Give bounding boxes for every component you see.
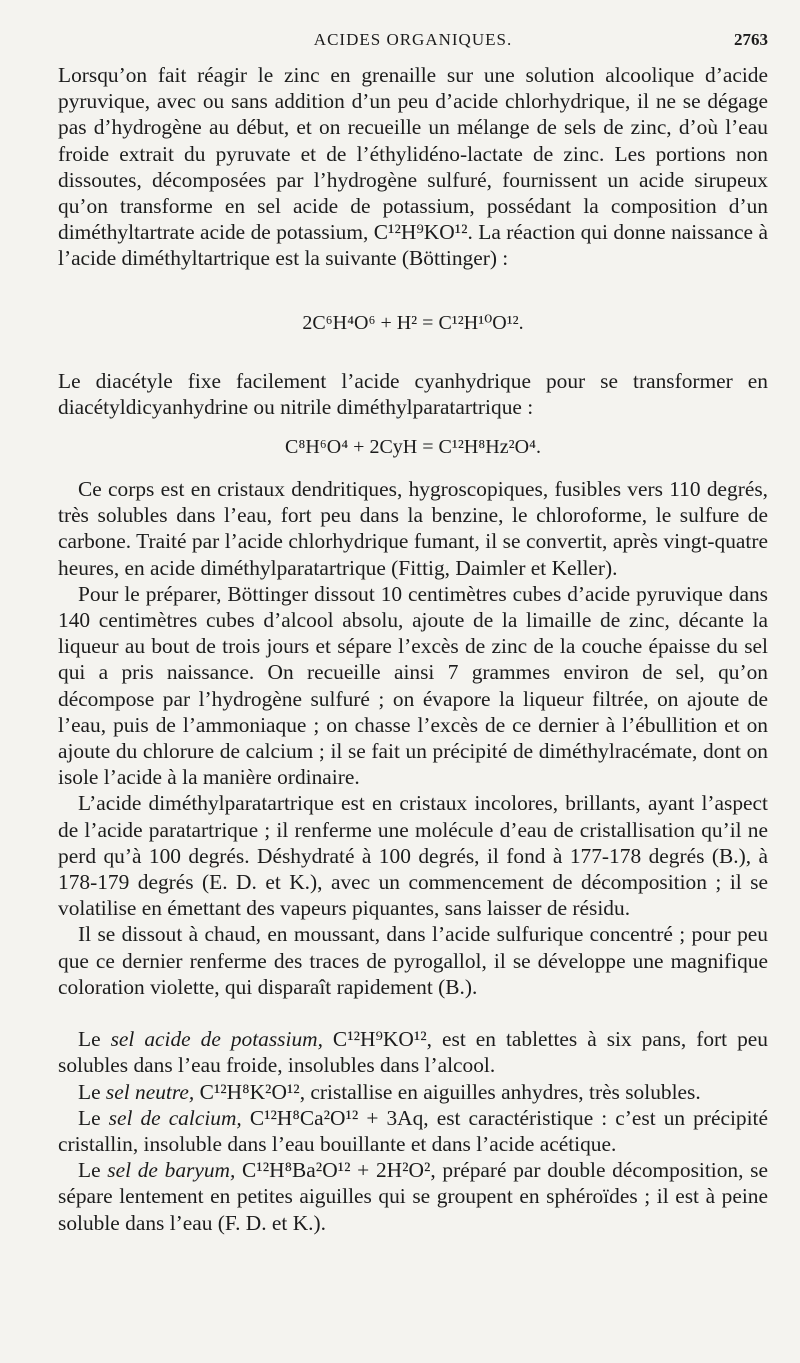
text-prefix: Le	[78, 1105, 109, 1130]
page-header	[58, 30, 768, 60]
page-number: 2763	[734, 30, 768, 49]
body-text	[58, 62, 768, 1236]
paragraph-properties: L’acide diméthylparatartrique est en cristaux incolores, brillants, ayant l’aspect de l’acide paratartrique ; il renferme une molécule d’eau de cristallisation qu’il ne perd qu’à 100 degrés. Déshydraté à 100 degrés, il fond à 177-178 degrés (B.), à 178-179 degrés (E. D. et K.), avec un commencement de décomposition ; il se volatilise en émettant des vapeurs piquantes, sans laisser de résidu.	[58, 791, 768, 921]
text-prefix: Le	[78, 1027, 111, 1052]
salt-description: C¹²H⁸Ca²O¹² + 3Aq, est caractéristique : c’est un précipité cristallin, insoluble dans l’eau bouillante et dans l’acide acétique.	[58, 1105, 768, 1156]
paragraph-sulfuric: Il se dissout à chaud, en moussant, dans l’acide sulfurique concentré ; pour peu que ce dernier renferme des traces de pyrogallol, il se développe une magnifique coloration violette, qui disparaît rapidement (B.).	[58, 922, 768, 999]
paragraph-potassium-salt	[58, 1026, 768, 1078]
paragraph-diacetyle: Le diacétyle fixe facilement l’acide cyanhydrique pour se transformer en diacétyldicyanhydrine ou nitrile diméthylparatartrique :	[58, 368, 768, 419]
paragraph-calcium-salt	[58, 1105, 768, 1157]
salt-description: C¹²H⁹KO¹², est en tablettes à six pans, fort peu solubles dans l’eau froide, insolubles dans l’alcool.	[58, 1027, 768, 1078]
salt-description: C¹²H⁸Ba²O¹² + 2H²O², préparé par double décomposition, se sépare lentement en petites aiguilles qui se groupent en sphéroïdes ; il est à peine soluble dans l’eau (F. D. et K.).	[58, 1158, 768, 1235]
paragraph-barium-salt	[58, 1157, 768, 1236]
salt-name-neutral: sel neutre,	[105, 1079, 195, 1104]
paragraph-gap	[58, 1000, 768, 1026]
equation-2: C⁸H⁶O⁴ + 2CyH = C¹²H⁸Hz²O⁴.	[285, 436, 541, 459]
paragraph-zinc-reaction: Lorsqu’on fait réagir le zinc en grenaille sur une solution alcoolique d’acide pyruvique, avec ou sans addition d’un peu d’acide chlorhydrique, il ne se dégage pas d’hydrogène au début, et on recueille un mélange de sels de zinc, d’où l’eau froide extrait du pyruvate et de l’éthylidéno-lactate de zinc. Les portions non dissoutes, décomposées par l’hydrogène sulfuré, fournissent un acide sirupeux qu’on transforme en sel acide de potassium, possédant la composition d’un diméthyltartrate acide de potassium, C¹²H⁹KO¹². La réaction qui donne naissance à l’acide diméthyltartrique est la suivante (Böttinger) :	[58, 63, 768, 271]
text-prefix: Le	[78, 1158, 108, 1183]
paragraph-neutral-salt	[58, 1079, 768, 1105]
salt-name-calcium: sel de calcium,	[108, 1105, 242, 1130]
equation-1: 2C⁶H⁴O⁶ + H² = C¹²H¹⁰O¹².	[302, 311, 524, 334]
salt-description: C¹²H⁸K²O¹², cristallise en aiguilles anhydres, très solubles.	[194, 1079, 701, 1104]
salt-name-barium: sel de baryum,	[107, 1158, 236, 1183]
text-prefix: Le	[78, 1079, 106, 1104]
paragraph-crystals: Ce corps est en cristaux dendritiques, hygroscopiques, fusibles vers 110 degrés, très solubles dans l’eau, fort peu dans la benzine, le chloroforme, le sulfure de carbone. Traité par l’acide chlorhydrique fumant, il se convertit, après vingt-quatre heures, en acide diméthylparatartrique (Fittig, Daimler et Keller).	[58, 477, 768, 580]
paragraph-preparation: Pour le préparer, Böttinger dissout 10 centimètres cubes d’acide pyruvique dans 140 centimètres cubes d’alcool absolu, ajoute de la limaille de zinc, décante la liqueur au bout de trois jours et sépare l’excès de zinc de la couche épaisse du sel qui a pris naissance. On recueille ainsi 7 grammes environ de sel, qu’on décompose par l’hydrogène sulfuré ; on évapore la liqueur filtrée, on ajoute de l’eau, puis de l’ammoniaque ; on chasse l’excès de ce dernier à l’ébullition et on ajoute du chlorure de calcium ; il se fait un précipité de diméthylracémate, dont on isole l’acide à la manière ordinaire.	[58, 581, 768, 790]
running-title: ACIDES ORGANIQUES.	[313, 30, 513, 49]
salt-name-potassium: sel acide de potassium,	[110, 1027, 323, 1052]
